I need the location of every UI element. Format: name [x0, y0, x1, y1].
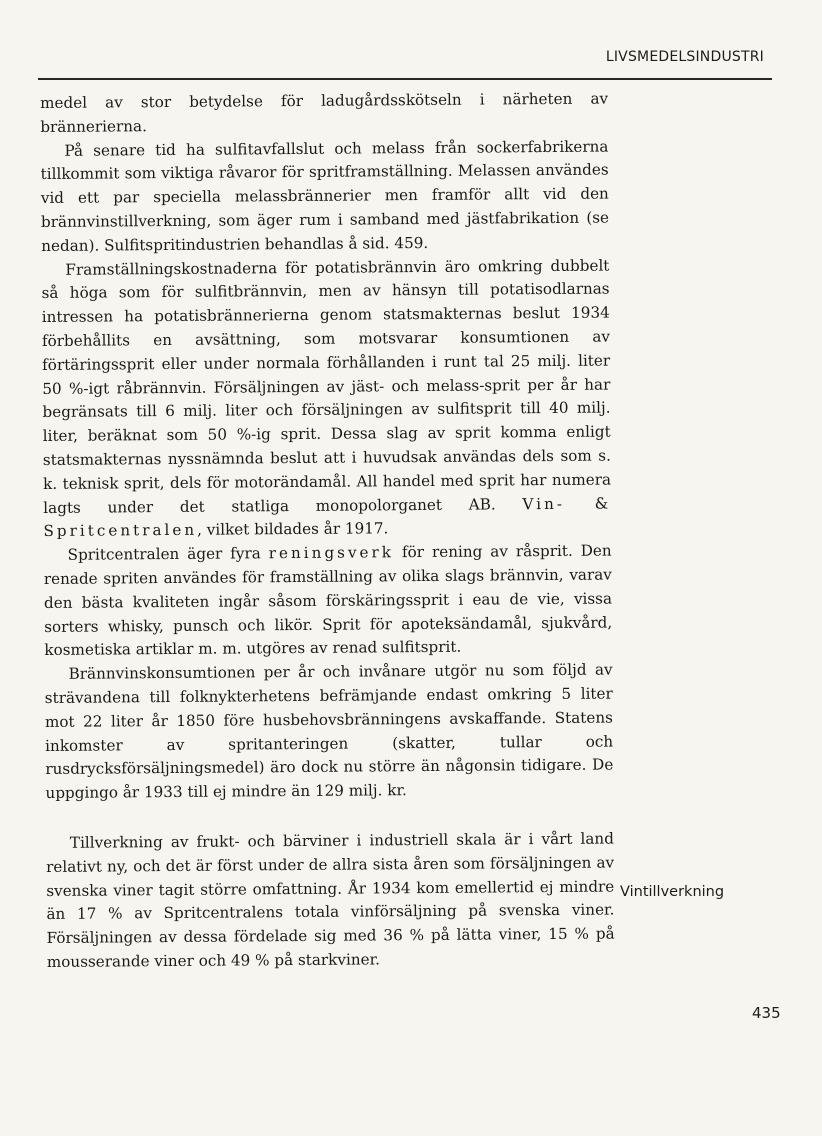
paragraph-text: Framställningskostnaderna för potatisbrännvin äro omkring dubbelt så höga som för sulfitbrännvin, men av hänsyn till potatisodlarnas intressen ha potatisbrännerierna genom statsmakternas beslut 1934 förbehållits en avsättning, som motsvarar konsumtionen av förtäringssprit eller under normala förhållanden i runt tal 25 milj. liter 50 %-igt råbrännvin. Försäljningen av jäst- och melass-sprit per år har begränsats till 6 milj. liter och försäljningen av sulfitsprit till 40 milj. liter, beräknat som 50 %-ig sprit. Dessa slag av sprit komma enligt statsmakternas nyssnämnda beslut att i huvudsak användas dels som s. k. teknisk sprit, dels för motorändamål. All handel med sprit har numera lagts under det statliga monopolorganet	[41, 256, 612, 517]
company-name: Vin- & Spritcentralen	[43, 494, 612, 541]
paragraph: medel av stor betydelse för ladugårdsskötseln i närheten av brännerierna.	[40, 89, 609, 136]
refineries-term: reningsverk	[268, 543, 395, 563]
paragraph: På senare tid ha sulfitavfallslut och melass från sockerfabrikerna tillkommit som viktiga råvaror för spritframställning. Melassen användes vid ett par speciella melassbrännerier men framför allt vid den brännvinstillverkning, som äger rum i samband med jästfabrikation (se nedan). Sulfitspritindustrien behandlas å sid. 459.	[40, 137, 610, 255]
page-number: 435	[752, 1004, 781, 1022]
running-head: LIVSMEDELSINDUSTRI	[605, 49, 764, 65]
body-text	[40, 88, 615, 975]
paragraph	[41, 254, 611, 544]
company-prefix: AB.	[468, 494, 496, 514]
paragraph	[44, 540, 613, 663]
margin-heading: Vintillverkning	[620, 884, 725, 900]
company-suffix: , vilket bildades år 1917.	[197, 519, 389, 540]
header-rule	[38, 78, 772, 80]
page-header	[0, 0, 822, 90]
paragraph-text: för rening av råsprit. Den renade spriten användes för framställning av olika slags brännvin, varav den bästa kvaliteten ingår såsom förskäringssprit i eau de vie, vissa sorters whisky, punsch och likör. Sprit för apoteksändamål, sjukvård, kosmetiska artiklar m. m. utgöres av renad sulfitsprit.	[43, 541, 613, 660]
paragraph-vintillverkning: Tillverkning av frukt- och bärviner i industriell skala är i vårt land relativt ny, och det är först under de allra sista åren som försäljningen av svenska viner tagit större omfattning. År 1934 kom emellertid ej mindre än 17 % av Spritcentralens totala vinförsäljning på svenska viner. Försäljningen av dessa fördelade sig med 36 % på lätta viner, 15 % på mousserande viner och 49 % på starkviner.	[46, 829, 615, 971]
paragraph-text: Spritcentralen äger fyra	[67, 544, 261, 564]
paragraph: Brännvinskonsumtionen per år och invånare utgör nu som följd av strävandena till folknykterhetens befrämjande endast omkring 5 liter mot 22 liter år 1850 före husbehovsbränningens avskaffande. Statens inkomster av spritanteringen (skatter, tullar och rusdrycksförsäljningsmedel) äro dock nu större än någonsin tidigare. De uppgingo år 1933 till ej mindre än 129 milj. kr.	[44, 660, 614, 803]
